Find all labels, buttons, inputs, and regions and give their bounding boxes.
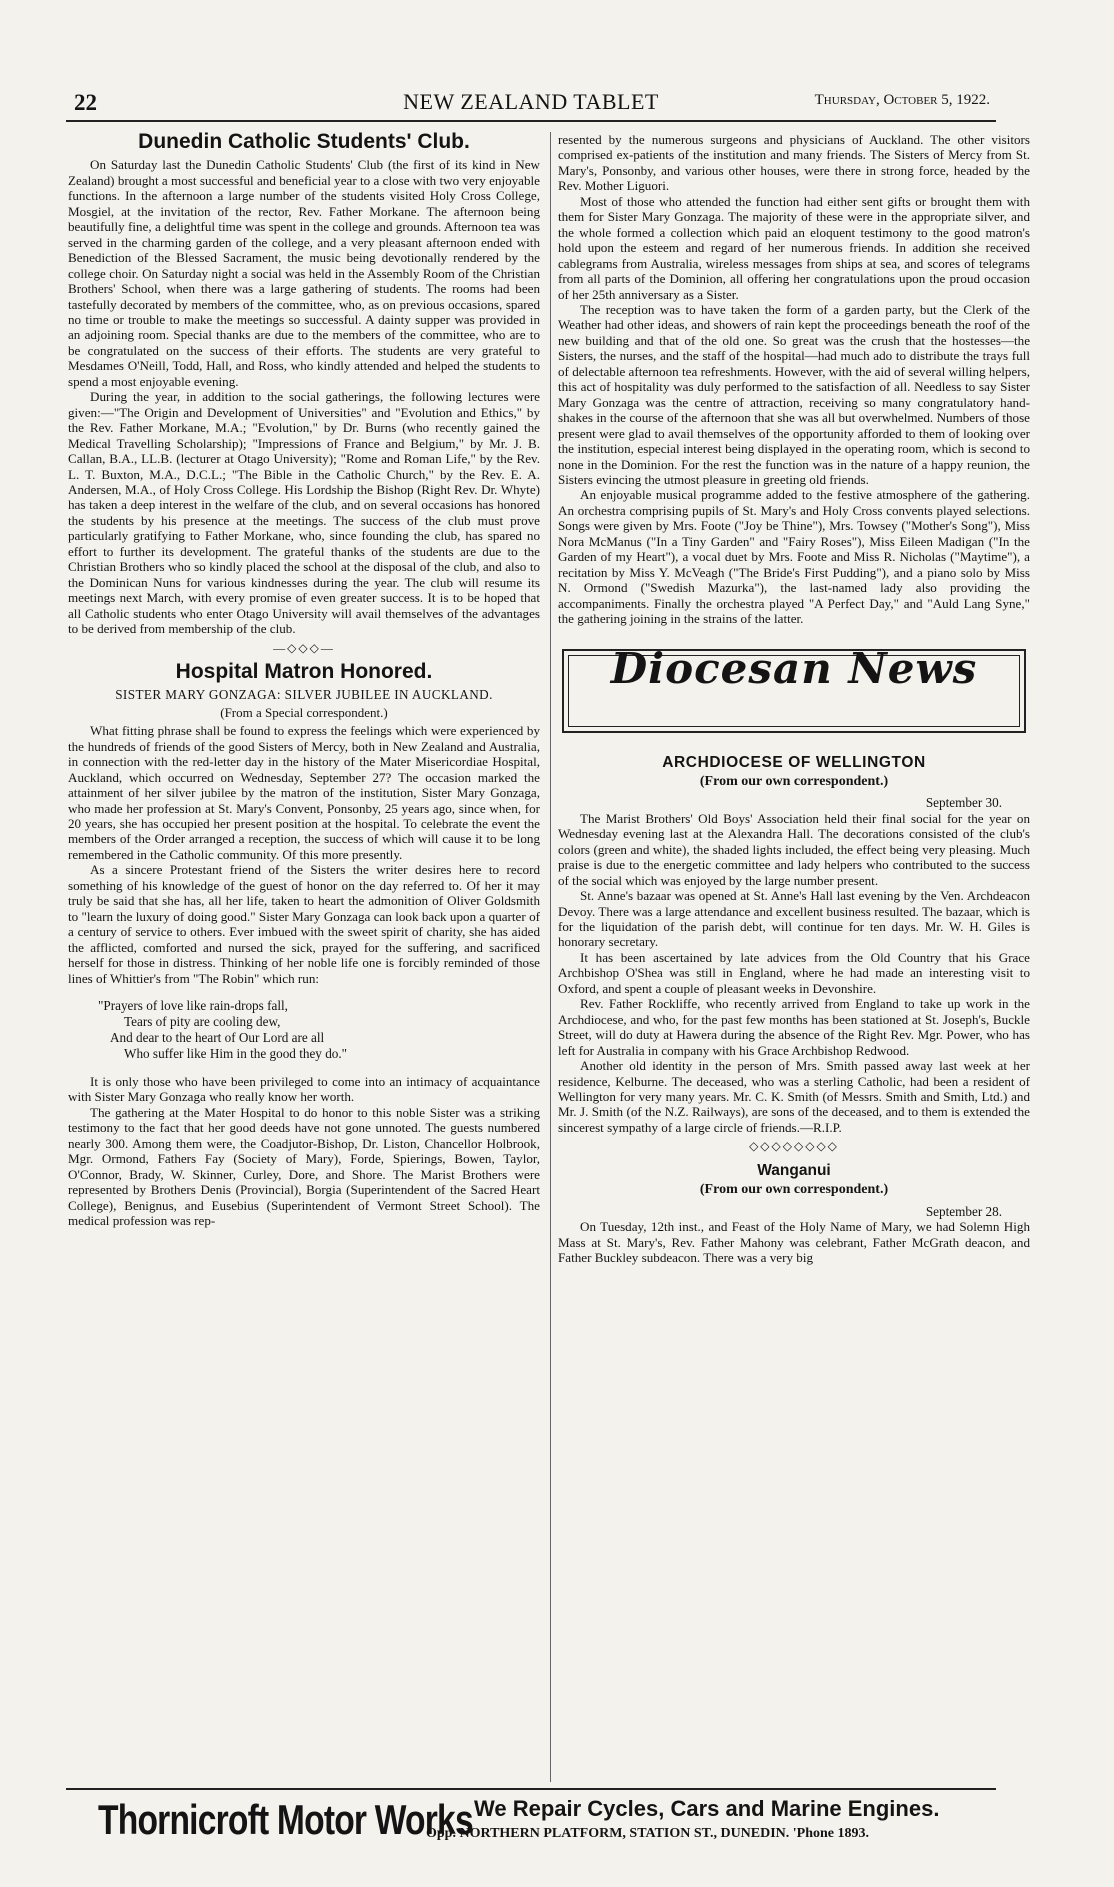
section-ornament: ◇◇◇◇◇◇◇◇ xyxy=(749,1139,839,1154)
left-column xyxy=(68,132,540,1229)
section-date: September 30. xyxy=(925,795,1002,811)
article-paragraph: It has been ascertained by late advices from the Old Country that his Grace Archbishop O'Shea was still in England, where he had made an interesting visit to Oxford, and spent a couple of pleasant weeks in Devonshire. xyxy=(558,949,1030,996)
article-paragraph: What fitting phrase shall be found to express the feelings which were experienced by the hundreds of friends of the good Sisters of Mercy, both in New Zealand and Australia, in connection with the red-letter day in the history of the Mater Misericordiae Hospital, Auckland, which occurred on Wednesday, September 27? The occasion marked the attainment of her silver jubilee by the matron of the institution, Sister Mary Gonzaga, who made her profession at St. Mary's Convent, Ponsonby, 25 years ago, since when, for 20 years, she has occupied her present position at the hospital. To celebrate the event the members of the Order arranged a reception, the success of which will cause it to be long remembered in the Catholic community. Of this more presently. xyxy=(68,723,540,862)
article-paragraph: The Marist Brothers' Old Boys' Association held their final social for the year on Wednesday evening last at the Alexandra Hall. The decorations consisted of the club's colors (green and white), the shaded lights included, the effect being very pleasing. Much praise is due to the energetic committee and lady helpers who contributed to the success of the social which was enjoyed by the large number present. xyxy=(558,810,1030,888)
article-paragraph: The reception was to have taken the form of a garden party, but the Clerk of the Weather had other ideas, and showers of rain kept the proceedings beneath the roof of the new building and that of the old one. So great was the crush that the hostesses—the Sisters, the nurses, and the staff of the hospital—had much ado to distribute the trays full of delectable afternoon tea refreshments. However, with the aid of several willing helpers, this act of hospitality was duly performed to the satisfaction of all. Needless to say Sister Mary Gonzaga was the centre of attraction, receiving so many congratulatory hand-shakes in the course of the afternoon that she was all but overwhelmed. Numbers of those present were glad to avail themselves of the opportunity afforded to them of looking over the institution, especial interest being displayed in the operating room, which is second to none in the Dominion. For the rest the function was in the nature of a happy reunion, the Sisters evincing the utmost pleasure in greeting old friends. xyxy=(558,301,1030,487)
article-paragraph: resented by the numerous surgeons and physicians of Auckland. The other visitors comprised ex-patients of the institution and many friends. The Sisters of Mercy from St. Mary's, Ponsonby, and various other houses, were there in strong force, headed by the Rev. Mother Liguori. xyxy=(558,132,1030,194)
article-subtitle: SISTER MARY GONZAGA: SILVER JUBILEE IN AUCKLAND. xyxy=(115,687,493,703)
section-byline: (From our own correspondent.) xyxy=(699,773,889,789)
poem-quote xyxy=(68,998,540,1062)
article-paragraph: It is only those who have been privileged to come into an intimacy of acquaintance with Sister Mary Gonzaga who really know her worth. xyxy=(68,1074,540,1105)
article-paragraph: Another old identity in the person of Mrs. Smith passed away last week at her residence, Kelburne. The deceased, who was a sterling Catholic, had been a resident of Wellington for very many years. Mr. C. K. Smith (of Messrs. Smith and Smith, Ltd.) and Mr. J. Smith (of the N.Z. Railways), are sons of the deceased, and to them is extended the sincerest sympathy of a large circle of friends.—R.I.P. xyxy=(558,1058,1030,1135)
advert-brand: Thornicroft Motor Works xyxy=(98,1796,473,1843)
column-divider xyxy=(550,132,551,1782)
article-paragraph: Most of those who attended the function had either sent gifts or brought them with them for Sister Mary Gonzaga. The majority of these were in the appropriate silver, and the whole formed a collection which paid an eloquent testimony to the good matron's hold upon the esteem and regard of her numerous friends. In addition she received cablegrams from Australia, wireless messages from ships at sea, and scores of telegrams from all parts of the Dominion, all offering her congratulations upon the proud occasion of her 25th anniversary as a Sister. xyxy=(558,193,1030,302)
article-paragraph: During the year, in addition to the social gatherings, the following lectures were given:—"The Origin and Development of Universities" and "Evolution and Ethics," by the Rev. Father Morkane, M.A.; "Evolution," by Dr. Burns (who recently gained the Medical Travelling Scholarship); "Impressions of France and Belgium," by Mr. J. B. Callan, B.A., LL.B. (lecturer at Otago University); "Rome and Roman Life," by the Rev. L. T. Buxton, M.A., D.C.L.; "The Bible in the Catholic Church," by the Rev. E. A. Andersen, M.A., of Holy Cross College. His Lordship the Bishop (Right Rev. Dr. Whyte) has taken a deep interest in the welfare of the club, and on several occasions has honored the students by his presence at the meetings. The success of the club must prove particularly gratifying to Father Morkane, who, since founding the club, has spared no effort to further its development. The grateful thanks of the students are due to the Christian Brothers who so kindly placed the school at the disposal of the club, and also to the Dominican Nuns for various kindnesses during the year. The club will resume its meetings next March, with every promise of even greater success. It is to be hoped that all Catholic students who enter Otago University will avail themselves of the advantages to be derived from membership of the club. xyxy=(68,389,540,637)
poem-line: Tears of pity are cooling dew, xyxy=(124,1014,281,1030)
diocesan-news-banner xyxy=(562,643,1026,733)
article-paragraph: St. Anne's bazaar was opened at St. Anne's Hall last evening by the Ven. Archdeacon Devoy. There was a large attendance and excellent business resulted. The bazaar, which is for the liquidation of the parish debt, will continue for ten days. Mr. W. H. Giles is honorary secretary. xyxy=(558,888,1030,950)
banner-title: Diocesan News xyxy=(610,643,978,693)
article-byline: (From a Special correspondent.) xyxy=(220,704,388,720)
page-number: 22 xyxy=(74,90,97,115)
poem-line: And dear to the heart of Our Lord are all xyxy=(110,1030,325,1046)
advert-tagline: We Repair Cycles, Cars and Marine Engines. xyxy=(474,1796,940,1821)
poem-line: "Prayers of love like rain-drops fall, xyxy=(98,998,288,1014)
publication-title: NEW ZEALAND TABLET xyxy=(403,89,659,114)
footer-rule xyxy=(66,1788,996,1790)
section-title: Wanganui xyxy=(757,1161,831,1179)
article-title: Hospital Matron Honored. xyxy=(175,659,433,683)
poem-line: Who suffer like Him in the good they do." xyxy=(124,1046,348,1062)
article-paragraph: As a sincere Protestant friend of the Sisters the writer desires here to record something of his knowledge of the guest of honor on the day referred to. Of her it may truly be said that she has, all her life, taken to heart the admonition of Oliver Goldsmith to "learn the luxury of doing good." Sister Mary Gonzaga can look back upon a quarter of a century of service to others. Ever imbued with the sweet spirit of charity, she has aided the afflicted, comforted and nursed the sick, prayed for the suffering, and sacrificed herself for those in distress. Thinking of her noble life one is forcibly reminded of those lines of Whittier's from "The Robin" which run: xyxy=(68,862,540,986)
article-paragraph: On Tuesday, 12th inst., and Feast of the Holy Name of Mary, we had Solemn High Mass at St. Mary's, Rev. Father Mahony was celebrant, Father McGrath deacon, and Father Buckley subdeacon. There was a very big xyxy=(558,1219,1030,1266)
section-date: September 28. xyxy=(925,1203,1002,1219)
advertisement xyxy=(66,1794,996,1854)
article-paragraph: On Saturday last the Dunedin Catholic Students' Club (the first of its kind in New Zealand) brought a most successful and beneficial year to a close with two very enjoyable functions. In the afternoon a large number of the students visited Holy Cross College, Mosgiel, at the invitation of the rector, Rev. Father Morkane. The afternoon being beautifully fine, a delightful time was spent in the college and grounds. Afternoon tea was served in the charming garden of the college, and a very pleasant afternoon ended with Benediction of the Blessed Sacrament, the music being devotionally rendered by the college choir. On Saturday night a social was held in the Assembly Room of the Christian Brothers' School, when there was a large gathering of students. The rooms had been tastefully decorated by members of the committee, who, as on previous occasions, spared no time or trouble to make the meetings so successful. A dainty supper was provided in an adjoining room. Special thanks are due to the members of the committee, who are to be congratulated on the success of their efforts. The students are very grateful to Mesdames O'Neill, Todd, Hall, and Ross, who kindly attended and helped the students to spend a most enjoyable evening. xyxy=(68,157,540,389)
article-title: Dunedin Catholic Students' Club. xyxy=(138,130,470,153)
section-ornament: —◇◇◇— xyxy=(273,640,335,655)
issue-date: Thursday, October 5, 1922. xyxy=(814,92,990,108)
article-paragraph: The gathering at the Mater Hospital to do honor to this noble Sister was a striking testimony to the fact that her good deeds have not gone unnoted. The guests numbered nearly 300. Among them were, the Coadjutor-Bishop, Dr. Liston, Chancellor Holbrook, Mgr. Ormond, Fathers Fay (Society of Mary), Forde, Spierings, Bowen, Taylor, O'Connor, Brady, W. Skinner, Curley, Dore, and Shore. The Marist Brothers were represented by Brothers Denis (Provincial), Borgia (Superintendent of the Sacred Heart College), Benignus, and Eusebius (Superintendent of Vermont Street School). The medical profession was rep- xyxy=(68,1104,540,1229)
right-column xyxy=(558,132,1030,1266)
page-header xyxy=(66,86,996,122)
article-paragraph: An enjoyable musical programme added to the festive atmosphere of the gathering. An orchestra comprising pupils of St. Mary's and Holy Cross convents played selections. Songs were given by Mrs. Foote ("Joy be Thine"), Mrs. Towsey ("Mother's Song"), Miss Nora McManus ("In a Tiny Garden" and "Fairy Roses"), Miss Eileen Madigan ("In the Garden of my Heart"), a vocal duet by Mrs. Foote and Miss R. Nicholas ("Maytime"), a recitation by Miss Y. McVeagh ("The Bride's First Pudding"), and a piano solo by Miss N. Ormond ("Swedish Mazurka"), the last-named lady also providing the accompaniments. Finally the orchestra played "A Perfect Day," and "Auld Lang Syne," the gathering joining in the strains of the latter. xyxy=(558,487,1030,627)
section-byline: (From our own correspondent.) xyxy=(699,1182,889,1198)
advert-address: Opp. NORTHERN PLATFORM, STATION ST., DUNEDIN. 'Phone 1893. xyxy=(426,1826,870,1841)
article-paragraph: Rev. Father Rockliffe, who recently arrived from England to take up work in the Archdiocese, and who, for the past few months has been stationed at St. Joseph's, Buckle Street, will do duty at Hawera during the absence of the Right Rev. Mgr. Power, who has left for Australia in company with his Grace Archbishop Redwood. xyxy=(558,996,1030,1058)
section-title: ARCHDIOCESE OF WELLINGTON xyxy=(662,753,926,771)
